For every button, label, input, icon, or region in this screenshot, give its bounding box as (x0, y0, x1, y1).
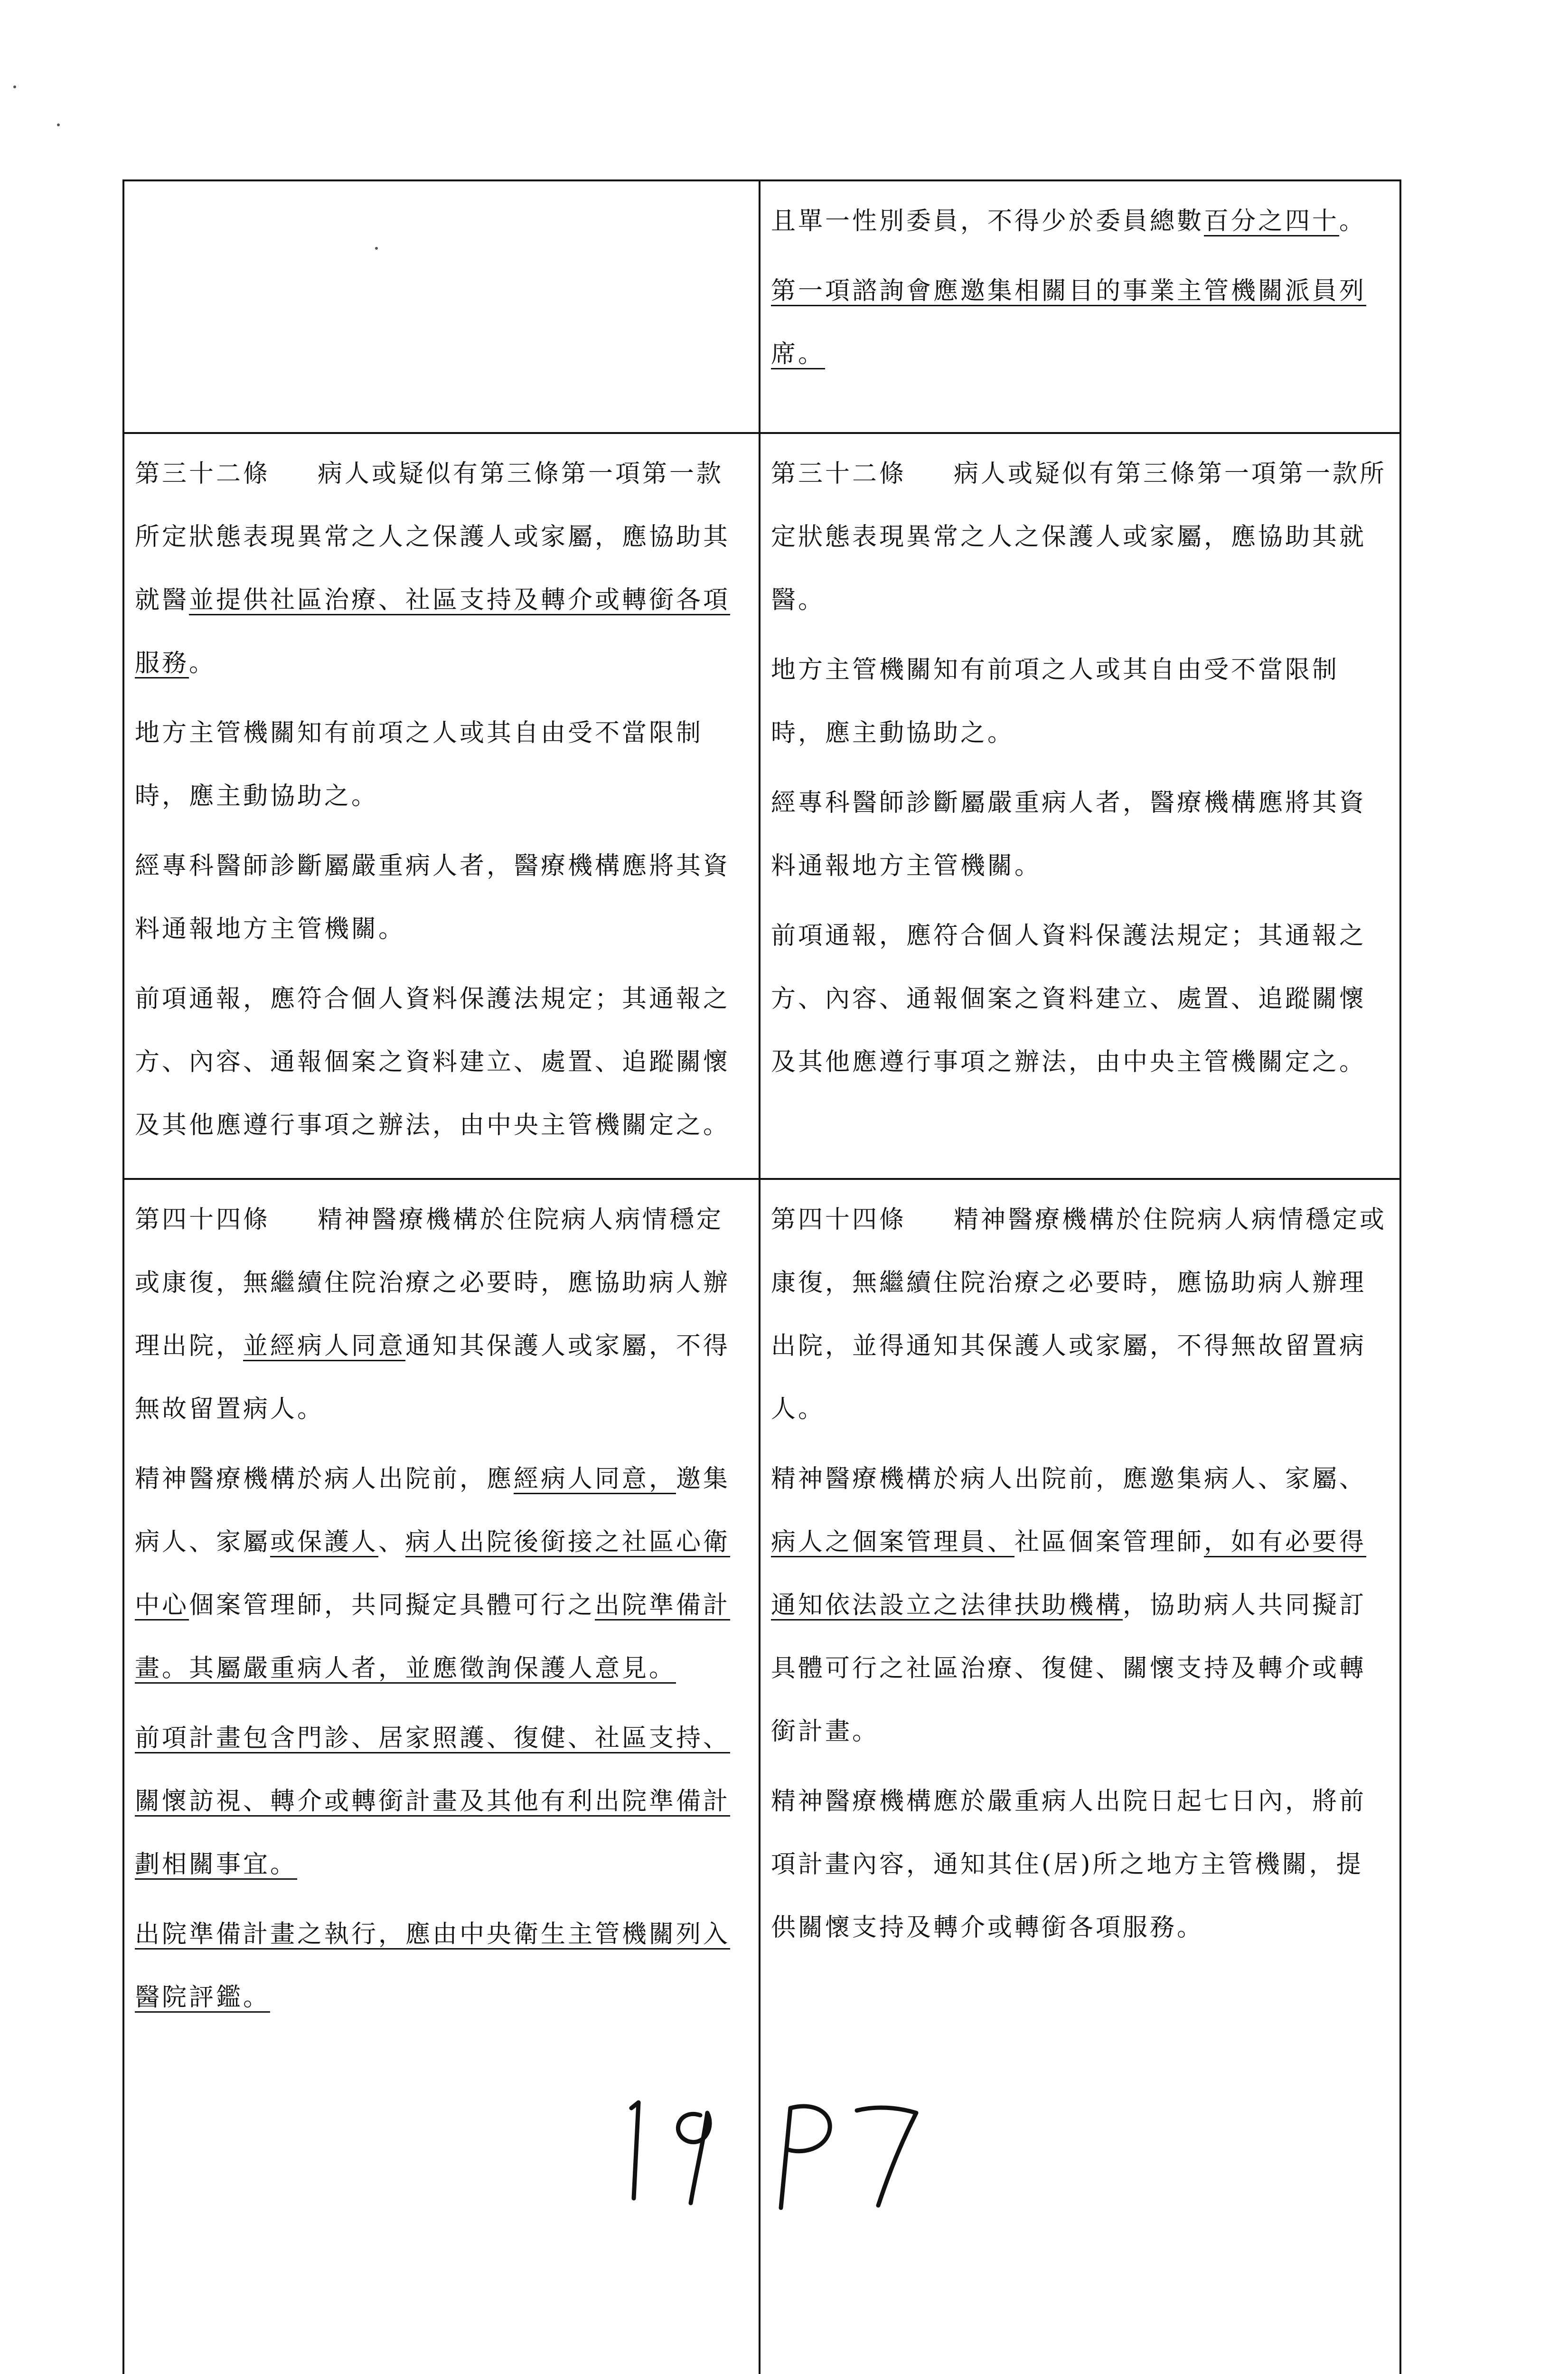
clause-paragraph (771, 772, 1389, 898)
amended-text: 百分之四十 (1204, 207, 1340, 236)
clause-text: 前項通報，應符合個人資料保護法規定；其通報之方、內容、通報個案之資料建立、處置、追蹤關懷及其他應遵行事項之辦法，由中央主管機關定之。 (135, 985, 731, 1140)
clause-text: 病人或疑似有第三條第一項第一款所定狀態表現異常之人之保護人或家屬，應協助其就醫。 (771, 460, 1387, 614)
clause-text: 地方主管機關知有前項之人或其自由受不當限制時，應主動協助之。 (135, 719, 704, 810)
amended-text: 第一項諮詢會應邀集相關目的事業主管機關派員列席。 (771, 277, 1367, 368)
article-heading: 第三十二條 (771, 460, 907, 488)
clause-text: 。 (1339, 207, 1367, 236)
mark-letter-p (781, 2106, 830, 2208)
clause-paragraph (771, 1188, 1389, 1441)
clause-paragraph (771, 1770, 1389, 1959)
scan-speck (13, 85, 16, 88)
amended-text: ，如有必要得通知依法設立之法律扶助機構 (771, 1528, 1367, 1620)
article-heading: 第四十四條 (771, 1206, 907, 1234)
article-heading: 第三十二條 (135, 460, 271, 488)
amended-text: 並經病人同意 (243, 1332, 406, 1360)
clause-text: ，協助病人共同擬訂具體可行之社區治療、復健、關懷支持及轉介或轉銜計畫。 (771, 1591, 1367, 1746)
scan-speck (375, 247, 378, 250)
clause-text: 病人或疑似有第三條第一項第一款所定狀態表現異常之人之保護人或家屬，應協助其就醫 (135, 460, 731, 614)
clause-paragraph (771, 904, 1389, 1094)
scan-speck (57, 123, 60, 126)
clause-text: 經專科醫師診斷屬嚴重病人者，醫療機構應將其資料通報地方主管機關。 (771, 789, 1367, 880)
clause-paragraph (771, 260, 1389, 386)
amended-text: 出院準備計畫之執行，應由中央衛生主管機關列入醫院評鑑。 (135, 1920, 731, 2012)
clause-paragraph (771, 443, 1389, 632)
clause-text: 通知其保護人或家屬，不得無故留置病人。 (135, 1332, 731, 1423)
clause-text: 精神醫療機構應於嚴重病人出院日起七日內，將前項計畫內容，通知其住(居)所之地方主管機關，提供關懷支持及轉介或轉銜各項服務。 (771, 1787, 1367, 1942)
clause-text: 前項通報，應符合個人資料保護法規定；其通報之方、內容、通報個案之資料建立、處置、追蹤關懷及其他應遵行事項之辦法，由中央主管機關定之。 (771, 922, 1367, 1076)
clause-text: 精神醫療機構於病人出院前，應 (135, 1465, 514, 1493)
clause-paragraph (771, 639, 1389, 765)
amended-text: 出院準備計畫。其屬嚴重病人者，並應徵詢保護人意見。 (135, 1591, 731, 1683)
article-heading: 第四十四條 (135, 1206, 271, 1234)
amended-text: 經病人同意， (514, 1465, 676, 1493)
clause-text: 精神醫療機構於住院病人病情穩定或康復，無繼續住院治療之必要時，應協助病人辦理出院，並得通知其保護人或家屬，不得無故留置病人。 (771, 1206, 1387, 1423)
table-row (123, 180, 1400, 433)
clause-paragraph (771, 190, 1389, 253)
clause-paragraph (135, 702, 748, 828)
clause-text: 地方主管機關知有前項之人或其自由受不當限制時，應主動協助之。 (771, 656, 1340, 747)
clause-text: 、 (378, 1528, 406, 1556)
clause-paragraph (135, 1903, 748, 2029)
clause-text: 經專科醫師診斷屬嚴重病人者，醫療機構應將其資料通報地方主管機關。 (135, 852, 731, 943)
cell-r0-left (123, 180, 760, 433)
clause-text: 社區個案管理師 (1014, 1528, 1204, 1556)
comparison-table (122, 179, 1401, 2374)
clause-text: 精神醫療機構於住院病人病情穩定或康復，無繼續住院治療之必要時，應協助病人辦理出院， (135, 1206, 731, 1360)
clause-text: 且單一性別委員，不得少於委員總數 (771, 207, 1204, 236)
mark-digit-1 (631, 2102, 638, 2198)
clause-paragraph (135, 835, 748, 961)
table-row (123, 433, 1400, 1179)
clause-text: 邀集病人、家屬 (135, 1465, 731, 1556)
clause-paragraph (135, 1188, 748, 1441)
amended-text: 病人出院後銜接之社區心衛中心 (135, 1528, 731, 1620)
cell-r1-left (123, 433, 760, 1179)
clause-paragraph (135, 968, 748, 1157)
amended-text: 病人之個案管理員、 (771, 1528, 1015, 1556)
clause-paragraph (771, 1448, 1389, 1763)
cell-r1-right (760, 433, 1400, 1179)
clause-text: 個案管理師，共同擬定具體可行之 (189, 1591, 595, 1620)
amended-text: 並提供社區治療、社區支持及轉介或轉銜各項服務 (135, 586, 731, 678)
mark-digit-9 (678, 2113, 710, 2203)
amended-text: 或保護人 (270, 1528, 379, 1556)
amended-text: 前項計畫包含門診、居家照護、復健、社區支持、關懷訪視、轉介或轉銜計畫及其他有利出院準備計劃相關事宜。 (135, 1724, 731, 1879)
clause-text: 精神醫療機構於病人出院前，應邀集病人、家屬、 (771, 1465, 1367, 1493)
mark-digit-7 (857, 2108, 916, 2205)
clause-paragraph (135, 1707, 748, 1896)
cell-r0-right (760, 180, 1400, 433)
clause-text: 。 (189, 649, 216, 678)
clause-paragraph (135, 1448, 748, 1700)
clause-paragraph (135, 443, 748, 695)
handwritten-page-mark (612, 2089, 945, 2217)
